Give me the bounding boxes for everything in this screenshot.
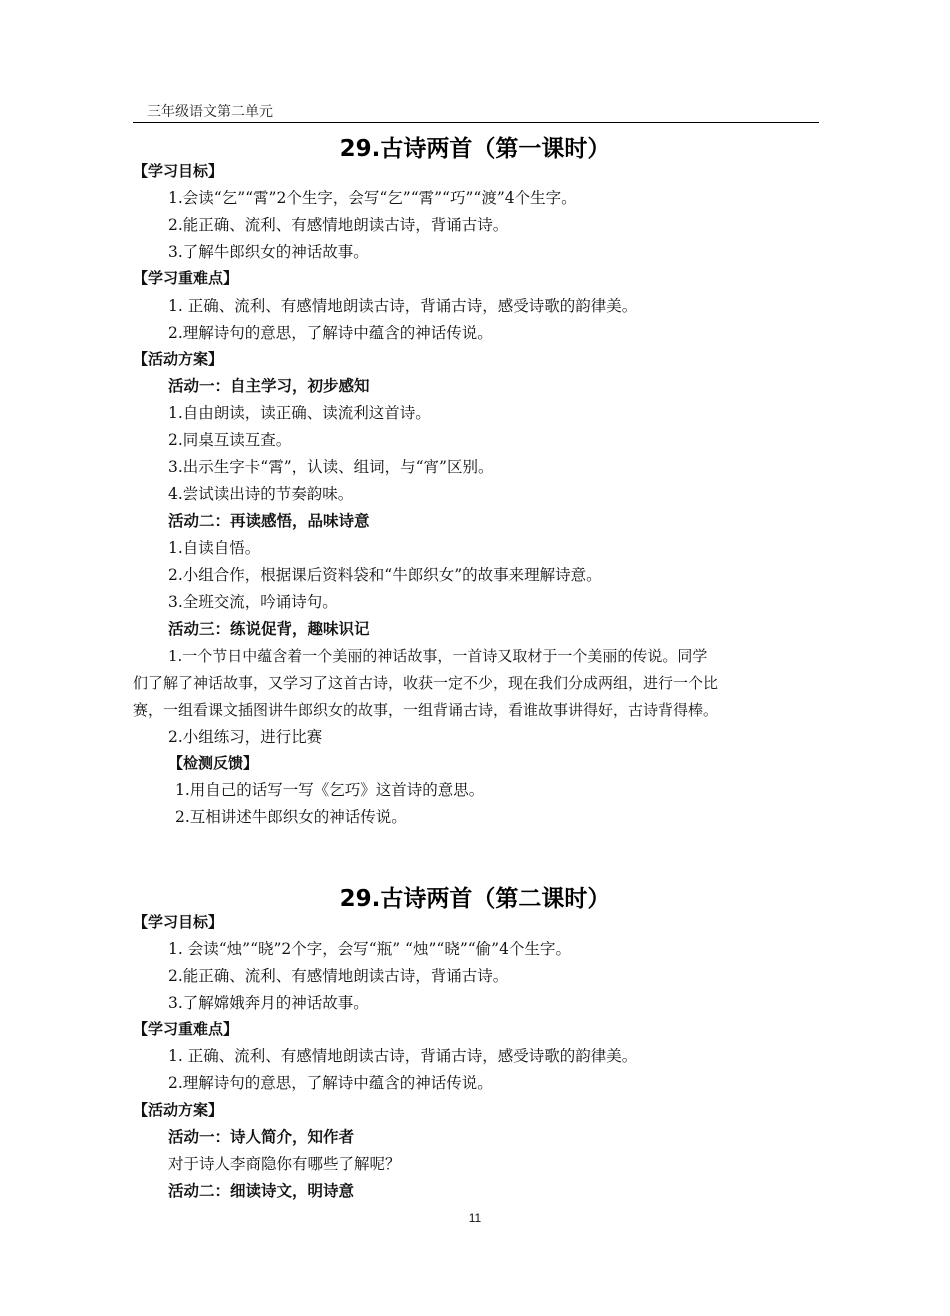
activity-2-title: 活动二：再读感悟，品味诗意 [168,511,370,530]
goal-item: 2.能正确、流利、有感情地朗读古诗，背诵古诗。 [168,967,509,985]
lesson-2-title: 29.古诗两首（第二课时） [339,886,611,912]
plan-heading: 【活动方案】 [133,1101,224,1119]
feedback-heading: 【检测反馈】 [168,754,259,772]
activity-paragraph-line: 赛，一组看课文插图讲牛郎织女的故事，一组背诵古诗，看谁故事讲得好，古诗背得棒。 [133,701,719,719]
activity-1-title: 活动一：诗人简介，知作者 [168,1127,355,1146]
header-text: 三年级语文第二单元 [147,104,273,120]
feedback-item: 2.互相讲述牛郎织女的神话传说。 [175,808,407,826]
activity-paragraph-line: 们了解了神话故事，又学习了这首古诗，收获一定不少，现在我们分成两组，进行一个比 [133,674,719,692]
goal-item: 2.能正确、流利、有感情地朗读古诗，背诵古诗。 [168,216,509,234]
page-number: 11 [468,1211,482,1225]
activity-text: 对于诗人李商隐你有哪些了解呢？ [168,1155,401,1173]
goal-item: 1. 会读“烛”“晓”2个字，会写“瓶” “烛”“晓”“偷”4个生字。 [168,940,571,958]
keypoints-heading: 【学习重难点】 [133,269,239,287]
goal-item: 3.了解牛郎织女的神话故事。 [168,243,369,261]
keypoint-item: 1. 正确、流利、有感情地朗读古诗，背诵古诗，感受诗歌的韵律美。 [168,1047,638,1065]
keypoint-item: 2.理解诗句的意思，了解诗中蕴含的神话传说。 [168,324,493,342]
goal-item: 3.了解嫦娥奔月的神话故事。 [168,994,369,1012]
activity-item: 2.小组练习，进行比赛 [168,728,323,746]
activity-item: 1.自读自悟。 [168,539,261,557]
activity-item: 3.全班交流，吟诵诗句。 [168,593,338,611]
activity-item: 4.尝试读出诗的节奏韵味。 [168,485,354,503]
feedback-item: 1.用自己的话写一写《乞巧》这首诗的意思。 [175,781,485,799]
activity-1-title: 活动一：自主学习，初步感知 [168,376,370,395]
goal-item: 1.会读“乞”“霄”2个生字，会写“乞”“霄”“巧”“渡”4个生字。 [168,189,577,207]
header-rule [133,122,819,123]
activity-2-title: 活动二：细读诗文，明诗意 [168,1181,355,1200]
keypoint-item: 1. 正确、流利、有感情地朗读古诗，背诵古诗，感受诗歌的韵律美。 [168,297,638,315]
activity-paragraph-line: 1.一个节日中蕴含着一个美丽的神话故事，一首诗又取材于一个美丽的传说。同学 [168,647,708,665]
goals-heading: 【学习目标】 [133,913,224,931]
plan-heading: 【活动方案】 [133,350,224,368]
activity-item: 2.同桌互读互查。 [168,431,292,449]
goals-heading: 【学习目标】 [133,162,224,180]
keypoints-heading: 【学习重难点】 [133,1020,239,1038]
activity-item: 1.自由朗读，读正确、读流利这首诗。 [168,404,431,422]
keypoint-item: 2.理解诗句的意思，了解诗中蕴含的神话传说。 [168,1074,493,1092]
lesson-1-title: 29.古诗两首（第一课时） [339,136,611,162]
activity-item: 2.小组合作，根据课后资料袋和“牛郎织女”的故事来理解诗意。 [168,566,602,584]
activity-item: 3.出示生字卡“霄”，认读、组词，与“宵”区别。 [168,458,494,476]
activity-3-title: 活动三：练说促背，趣味识记 [168,619,370,638]
